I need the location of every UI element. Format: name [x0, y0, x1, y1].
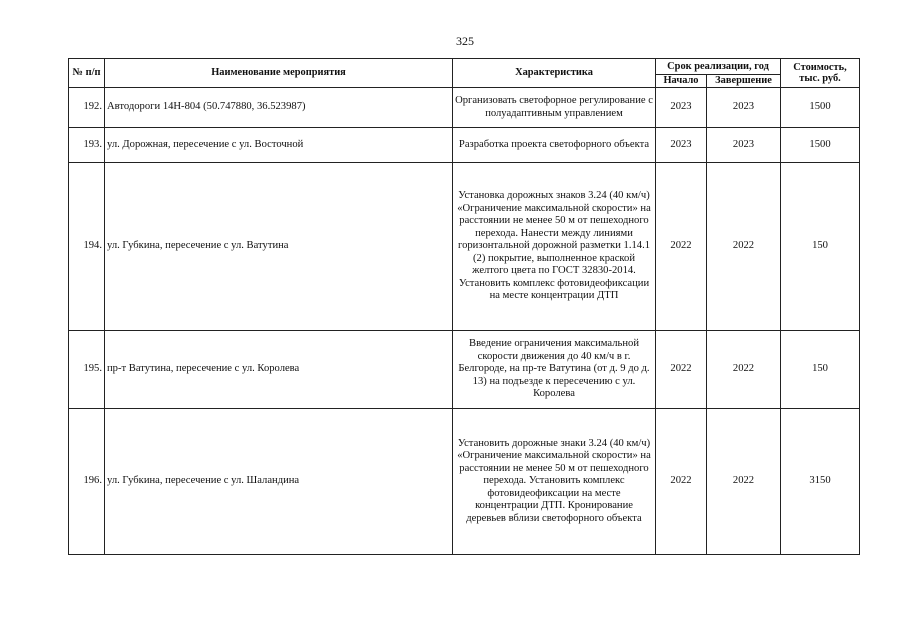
- row-name: ул. Губкина, пересечение с ул. Шаландина: [105, 409, 453, 555]
- row-name: Автодороги 14Н-804 (50.747880, 36.523987): [105, 88, 453, 128]
- row-num: 192.: [69, 88, 105, 128]
- row-cost: 1500: [781, 128, 860, 163]
- row-cost: 150: [781, 331, 860, 409]
- row-num: 195.: [69, 331, 105, 409]
- header-name: Наименование мероприятия: [105, 59, 453, 88]
- header-desc: Характеристика: [453, 59, 656, 88]
- row-num: 194.: [69, 163, 105, 331]
- row-end: 2022: [707, 331, 781, 409]
- header-num: № п/п: [69, 59, 105, 88]
- row-end: 2022: [707, 163, 781, 331]
- row-num: 193.: [69, 128, 105, 163]
- row-name: ул. Дорожная, пересечение с ул. Восточной: [105, 128, 453, 163]
- row-desc: Введение ограничения максимальной скорости движения до 40 км/ч в г. Белгороде, на пр-те Ватутина (от д. 9 до д. 13) на подъезде к пересечению с ул. Королева: [453, 331, 656, 409]
- header-row-1: [69, 59, 860, 75]
- row-start: 2022: [656, 409, 707, 555]
- row-start: 2023: [656, 88, 707, 128]
- header-period: Срок реализации, год: [656, 59, 781, 75]
- row-cost: 3150: [781, 409, 860, 555]
- header-end: Завершение: [707, 75, 781, 88]
- row-end: 2023: [707, 88, 781, 128]
- measures-table: [68, 58, 860, 555]
- row-end: 2022: [707, 409, 781, 555]
- row-end: 2023: [707, 128, 781, 163]
- table-row: [69, 331, 860, 409]
- row-start: 2023: [656, 128, 707, 163]
- row-name: ул. Губкина, пересечение с ул. Ватутина: [105, 163, 453, 331]
- table-row: [69, 409, 860, 555]
- table-row: [69, 163, 860, 331]
- row-cost: 1500: [781, 88, 860, 128]
- table-row: [69, 128, 860, 163]
- row-name: пр-т Ватутина, пересечение с ул. Королева: [105, 331, 453, 409]
- row-num: 196.: [69, 409, 105, 555]
- row-desc: Установить дорожные знаки 3.24 (40 км/ч) «Ограничение максимальной скорости» на расстоянии не менее 50 м от пешеходного перехода. Установить комплекс фотовидеофиксации на месте концентрации ДТП. Кронирование деревьев вблизи светофорного объекта: [453, 409, 656, 555]
- row-desc: Установка дорожных знаков 3.24 (40 км/ч) «Ограничение максимальной скорости» на расстоянии не менее 50 м от пешеходного перехода. Нанести между линиями горизонтальной дорожной разметки 1.14.1 (2) покрытие, выполненное краской желтого цвета по ГОСТ 32830-2014. Установить комплекс фотовидеофиксации на месте концентрации ДТП: [453, 163, 656, 331]
- row-start: 2022: [656, 331, 707, 409]
- table-row: [69, 88, 860, 128]
- row-desc: Организовать светофорное регулирование с полуадаптивным управлением: [453, 88, 656, 128]
- page-number: 325: [456, 34, 474, 48]
- row-cost: 150: [781, 163, 860, 331]
- row-desc: Разработка проекта светофорного объекта: [453, 128, 656, 163]
- header-start: Начало: [656, 75, 707, 88]
- row-start: 2022: [656, 163, 707, 331]
- header-cost: Стоимость, тыс. руб.: [781, 59, 860, 88]
